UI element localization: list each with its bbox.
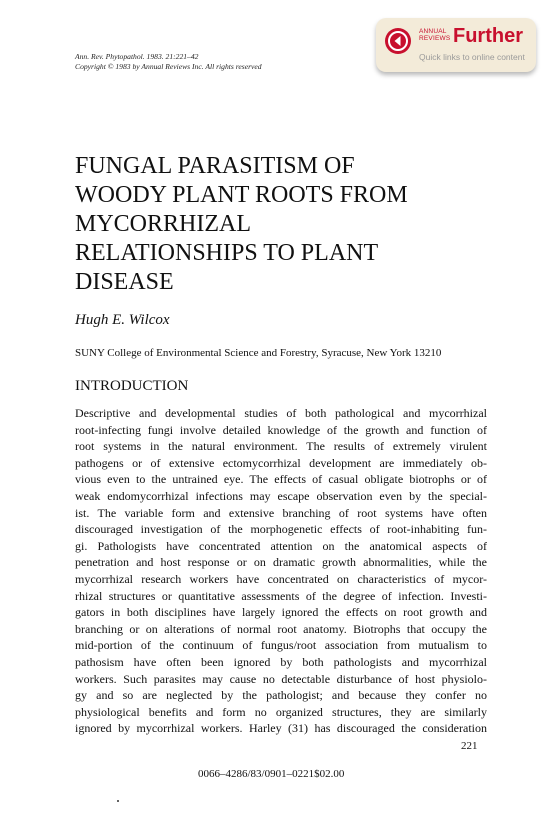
body-line: gators in both disciplines have largely ignored the effects on root growth and — [75, 605, 487, 620]
body-line: penetration and host response or on dramatic growth abnormalities, while the — [75, 555, 487, 570]
body-line: branching or on alterations of normal root anatomy. Biotrophs that occupy the — [75, 621, 487, 636]
brand-line-1: ANNUAL — [419, 28, 447, 35]
title-line: DISEASE — [75, 269, 174, 295]
body-paragraph — [75, 405, 487, 737]
article-title — [75, 152, 475, 297]
body-line: ignored by mycorrhizal workers. Harley (31) has discouraged the consideration — [75, 721, 487, 736]
copyright-line: Copyright © 1983 by Annual Reviews Inc. All rights reserved — [75, 62, 262, 71]
title-line: WOODY PLANT ROOTS FROM — [75, 182, 408, 208]
title-line: MYCORRHIZAL — [75, 211, 252, 237]
body-line: gi. Pathologists have concentrated attention on the anatomical aspects of — [75, 538, 487, 553]
annual-reviews-brand — [419, 28, 450, 42]
body-line: root-infecting fungi involve detailed knowledge of the growth and function of — [75, 422, 487, 437]
body-line: weak endomycorrhizal infections may escape observation even by the special- — [75, 488, 487, 503]
body-line: workers. Such parasites may cause no detectable disturbance of host physiolo- — [75, 671, 487, 686]
body-line: vious even to the untrained eye. The effects of casual obligate biotrophs or of — [75, 472, 487, 487]
body-line: mid-portion of the continuum of fungus/root association from mutualism to — [75, 638, 487, 653]
article-code: 0066–4286/83/0901–0221$02.00 — [198, 768, 345, 780]
author-name: Hugh E. Wilcox — [75, 312, 170, 328]
further-links-badge[interactable] — [376, 18, 536, 72]
author-affiliation: SUNY College of Environmental Science and Forestry, Syracuse, New York 13210 — [75, 347, 442, 359]
journal-citation — [75, 52, 262, 72]
citation-line: Ann. Rev. Phytopathol. 1983. 21:221–42 — [75, 52, 199, 61]
title-line: FUNGAL PARASITISM OF — [75, 153, 355, 179]
body-line: physiological benefits and form no organized structures, they are similarly — [75, 704, 487, 719]
brand-line-2: REVIEWS — [419, 35, 451, 42]
page-number: 221 — [461, 740, 478, 752]
body-line: pathosism have often been ignored by both pathologists and mycorrhizal — [75, 654, 487, 669]
stray-mark — [117, 800, 119, 802]
annual-reviews-logo-icon — [384, 27, 412, 55]
body-line: discouraged investigation of the morphogenetic effects of root-inhabiting fun- — [75, 522, 487, 537]
body-line: rhizal structures or quantitative assessments of the degree of infection. Investi- — [75, 588, 487, 603]
body-line: gy and so are neglected by the pathologist; and because they confer no — [75, 688, 487, 703]
further-subtitle: Quick links to online content — [419, 52, 525, 62]
body-line: ist. The variable form and extensive branching of root systems have often — [75, 505, 487, 520]
body-line: root systems in the natural environment. The results of extremely virulent — [75, 439, 487, 454]
body-line: Descriptive and developmental studies of both pathological and mycorrhizal — [75, 406, 487, 420]
body-line: mycorrhizal research workers have concentrated on characteristics of mycor- — [75, 571, 487, 586]
section-heading: INTRODUCTION — [75, 378, 189, 394]
body-line: pathogens or of extensive ectomycorrhizal development are immediately ob- — [75, 455, 487, 470]
title-line: RELATIONSHIPS TO PLANT — [75, 240, 379, 266]
further-label: Further — [453, 25, 523, 47]
